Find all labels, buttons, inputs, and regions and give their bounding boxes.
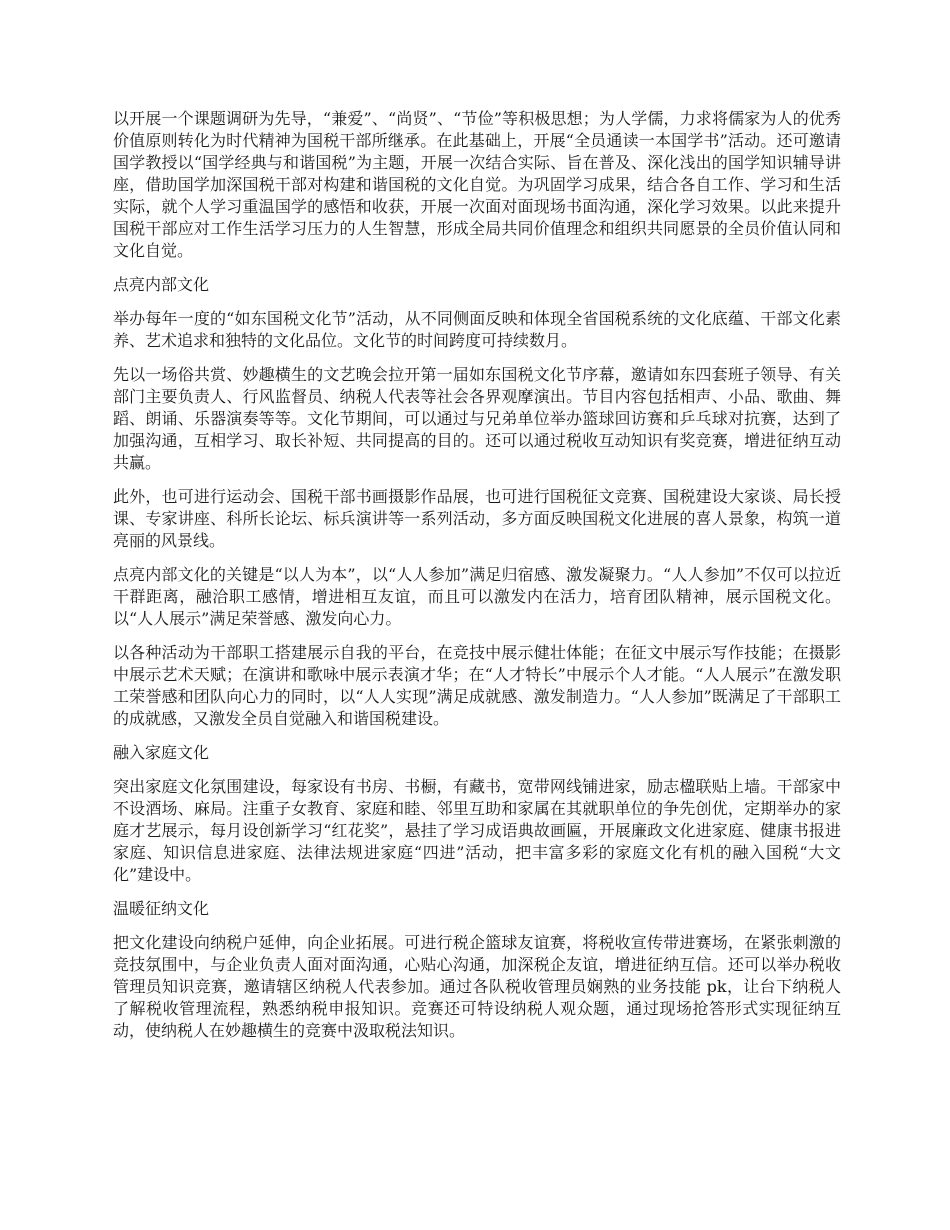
section-heading-internal-culture: 点亮内部文化 xyxy=(113,275,210,294)
paragraph-self-display: 以各种活动为干部职工搭建展示自我的平台，在竞技中展示健壮体能；在征文中展示写作技能；在摄影中展示艺术天赋；在演讲和歌咏中展示表演才华；在“人才特长”中展示个人才能。“人人展示”在激发职工荣誉感和团队向心力的同时，以“人人实现”满足成就感、激发制造力。“人人参加”既满足了干部职工的成就感，又激发全员自觉融入和谐国税建设。 xyxy=(113,643,841,728)
paragraph-family-atmosphere: 突出家庭文化氛围建设，每家设有书房、书橱，有藏书，宽带网线铺进家，励志楹联贴上墙。干部家中不设酒场、麻局。注重子女教育、家庭和睦、邻里互助和家属在其就职单位的争先创优，定期举办的家庭才艺展示，每月设创新学习“红花奖”，悬挂了学习成语典故画匾，开展廉政文化进家庭、健康书报进家庭、知识信息进家庭、法律法规进家庭“四进”活动，把丰富多彩的家庭文化有机的融入国税“大文化”建设中。 xyxy=(113,777,841,884)
paragraph-people-oriented: 点亮内部文化的关键是“以人为本”，以“人人参加”满足归宿感、激发凝聚力。“人人参加”不仅可以拉近干群距离，融洽职工感情，增进相互友谊，而且可以激发内在活力，培育团队精神，展示国税文化。以“人人展示”满足荣誉感、激发向心力。 xyxy=(113,565,841,628)
paragraph-festival-opening: 先以一场俗共赏、妙趣横生的文艺晚会拉开第一届如东国税文化节序幕，邀请如东四套班子领导、有关部门主要负责人、行风监督员、纳税人代表等社会各界观摩演出。节目内容包括相声、小品、歌曲、舞蹈、朗诵、乐器演奏等等。文化节期间，可以通过与兄弟单位举办篮球回访赛和乒乓球对抗赛，达到了加强沟通，互相学习、取长补短、共同提高的目的。还可以通过税收互动知识有奖竞赛，增进征纳互动共赢。 xyxy=(113,365,841,472)
document-body xyxy=(113,108,841,1054)
paragraph-culture-festival: 举办每年一度的“如东国税文化节”活动，从不同侧面反映和体现全省国税系统的文化底蕴、干部文化素养、艺术追求和独特的文化品位。文化节的时间跨度可持续数月。 xyxy=(113,309,841,350)
paragraph-guoxue-study: 以开展一个课题调研为先导，“兼爱”、“尚贤”、“节俭”等积极思想；为人学儒，力求将儒家为人的优秀价值原则转化为时代精神为国税干部所继承。在此基础上，开展“全员通读一本国学书”活动。还可邀请国学教授以“国学经典与和谐国税”为主题，开展一次结合实际、旨在普及、深化浅出的国学知识辅导讲座，借助国学加深国税干部对构建和谐国税的文化自觉。为巩固学习成果，结合各自工作、学习和生活实际，就个人学习重温国学的感悟和收获，开展一次面对面现场书面沟通，深化学习效果。以此来提升国税干部应对工作生活学习压力的人生智慧，形成全局共同价值理念和组织共同愿景的全员价值认同和文化自觉。 xyxy=(113,109,841,260)
section-heading-taxpayer-culture: 温暖征纳文化 xyxy=(113,899,210,918)
paragraph-other-activities: 此外，也可进行运动会、国税干部书画摄影作品展，也可进行国税征文竞赛、国税建设大家谈、局长授课、专家讲座、科所长论坛、标兵演讲等一系列活动，多方面反映国税文化进展的喜人景象，构筑一道亮丽的风景线。 xyxy=(113,487,841,550)
paragraph-taxpayer-extension: 把文化建设向纳税户延伸，向企业拓展。可进行税企篮球友谊赛，将税收宣传带进赛场，在紧张刺激的竞技氛围中，与企业负责人面对面沟通，心贴心沟通，加深税企友谊，增进征纳互信。还可以举办税收管理员知识竞赛，邀请辖区纳税人代表参加。通过各队税收管理员娴熟的业务技能 pk，让台下纳税人了解税收管理流程，熟悉纳税申报知识。竞赛还可特设纳税人观众题，通过现场抢答形式实现征纳互动，使纳税人在妙趣横生的竞赛中汲取税法知识。 xyxy=(113,933,841,1040)
section-heading-family-culture: 融入家庭文化 xyxy=(113,743,210,762)
